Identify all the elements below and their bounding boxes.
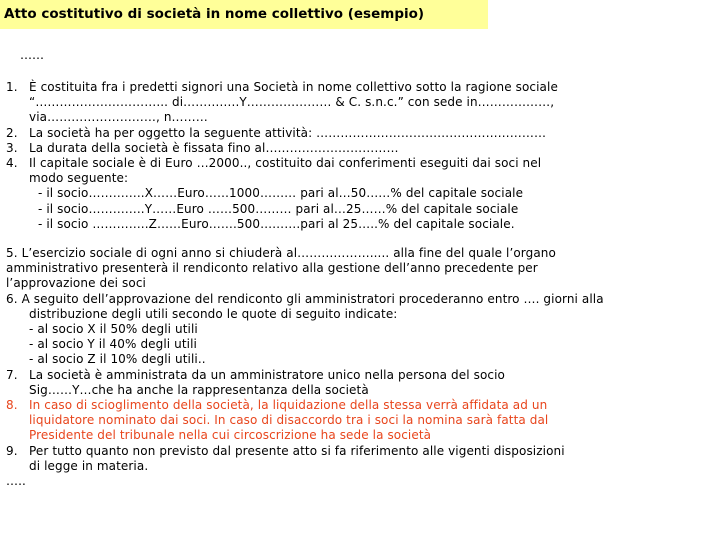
partner-contribution: - il socio …………..Z……Euro…….500……….pari al 25…..% del capitale sociale.	[38, 216, 515, 231]
item-number: 7.	[6, 367, 18, 382]
item-text: Presidente del tribunale nella cui circoscrizione ha sede la società	[29, 428, 432, 443]
list-item-7	[6, 368, 714, 398]
item-text: via………………………, n………	[29, 110, 208, 125]
list-item-9	[6, 444, 714, 474]
list-item-8	[6, 398, 714, 444]
profit-share: - al socio Y il 40% degli utili	[29, 337, 197, 352]
list-item-1	[6, 80, 714, 126]
item-number: 1.	[6, 80, 18, 94]
item-text: “…………………………... di…………..Y………………… & C. s.n.c.” con sede in………………,	[29, 95, 555, 110]
profit-share: - al socio X il 50% degli utili	[29, 322, 198, 337]
item-text: La società è amministrata da un amministratore unico nella persona del socio	[29, 367, 505, 382]
item-number: 9.	[6, 443, 18, 458]
item-text: In caso di scioglimento della società, la liquidazione della stessa verrà affidata ad un	[29, 398, 548, 413]
intro-ellipsis: ……	[20, 48, 44, 62]
page-title: Atto costitutivo di società in nome collettivo (esempio)	[0, 0, 488, 29]
item-number: 2.	[6, 125, 18, 140]
item-text: liquidatore nominato dai soci. In caso di disaccordo tra i soci la nomina sarà fatta dal	[29, 413, 549, 428]
item-text: amministrativo presenterà il rendiconto relativo alla gestione dell’anno precedente per	[6, 261, 538, 276]
list-item-5	[6, 246, 714, 292]
item-text: 6. A seguito dell’approvazione del rendiconto gli amministratori procederanno entro …. giorni alla	[6, 291, 604, 306]
item-text: l’approvazione dei soci	[6, 276, 146, 291]
list-item-3	[6, 141, 714, 156]
item-text: Il capitale sociale è di Euro …2000.., costituito dai conferimenti eseguiti dai soci nel	[29, 156, 542, 171]
list-item-4	[6, 156, 714, 232]
item-text: 5. L’esercizio sociale di ogni anno si chiuderà al………………..... alla fine del quale l’organo	[6, 246, 556, 261]
item-number: 3.	[6, 140, 18, 155]
list-item-6	[6, 292, 714, 368]
item-number: 6.	[6, 291, 18, 306]
item-number: 8.	[6, 398, 18, 413]
document-body	[6, 80, 714, 489]
item-text: È costituita fra i predetti signori una Società in nome collettivo sotto la ragione sociale	[29, 80, 558, 94]
item-number: 4.	[6, 156, 18, 171]
item-text: di legge in materia.	[29, 458, 149, 473]
profit-share: - al socio Z il 10% degli utili..	[29, 352, 206, 367]
item-text: La durata della società è fissata fino al……………………………	[29, 140, 399, 155]
closing-ellipsis: …..	[6, 474, 26, 489]
item-number: 5.	[6, 246, 18, 261]
item-text: Per tutto quanto non previsto dal presente atto si fa riferimento alle vigenti disposizioni	[29, 443, 565, 458]
item-text: modo seguente:	[29, 171, 129, 186]
item-text: distribuzione degli utili secondo le quote di seguito indicate:	[29, 306, 398, 321]
item-text: La società ha per oggetto la seguente attività: …………………………………………………	[29, 125, 547, 140]
item-text: Sig……Y…che ha anche la rappresentanza della società	[29, 382, 369, 397]
list-item-2	[6, 126, 714, 141]
partner-contribution: - il socio…………..Y……Euro ……500……… pari al…25……% del capitale sociale	[38, 201, 519, 216]
partner-contribution: - il socio…………..X……Euro……1000……… pari al…50……% del capitale sociale	[38, 186, 524, 201]
